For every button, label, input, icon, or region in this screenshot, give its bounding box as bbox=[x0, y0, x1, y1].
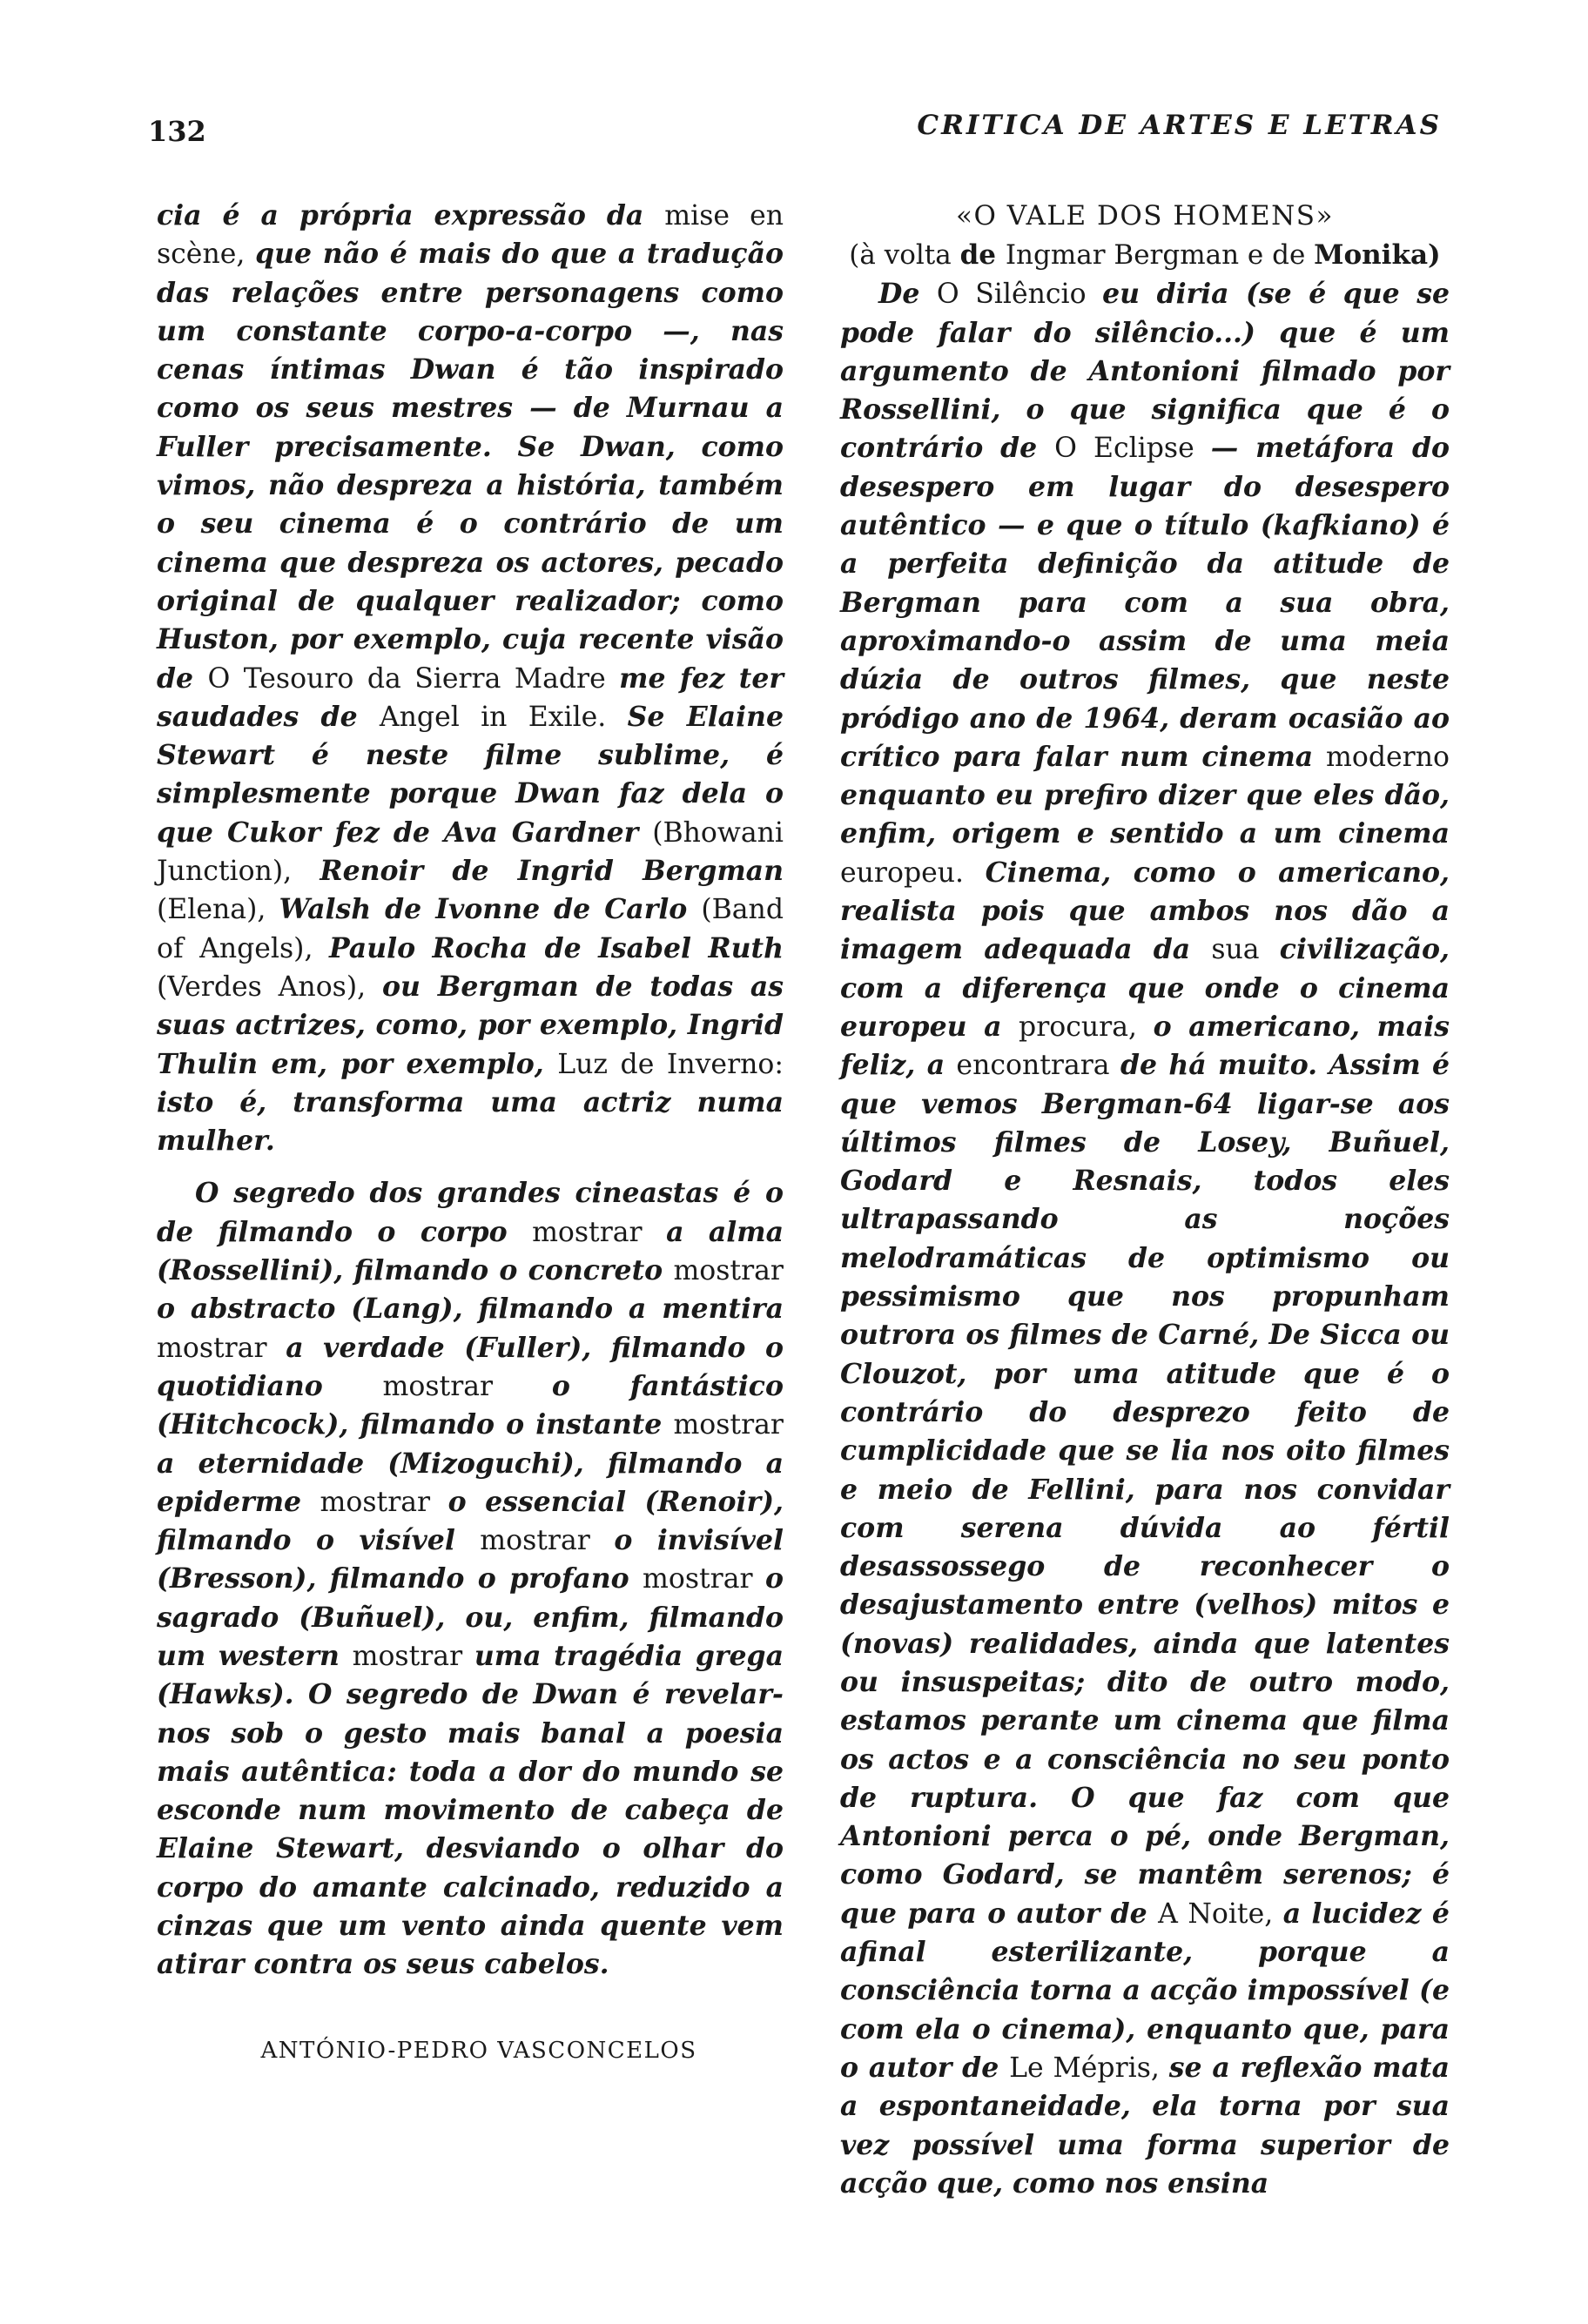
text-run: — metáfora do desespero em lugar do desespero autêntico — e que o título (kafkiano) é a perfeita definição da atitude de Bergman para com a sua obra, aproximando-o assim de uma meia dúzia de outros filmes, que neste pródigo ano de 1964, deram ocasião ao crítico para falar num cinema bbox=[840, 432, 1450, 773]
text-run: o fantástico (Hitchcock), filmando o instante bbox=[157, 1369, 784, 1441]
text-run: enquanto eu prefiro dizer que eles dão, enfim, origem e sentido a um cinema bbox=[840, 779, 1450, 850]
text-run: mostrar bbox=[352, 1640, 474, 1672]
text-run: a verdade (Fuller), filmando o quotidiano bbox=[157, 1331, 784, 1402]
text-run: o essencial (Renoir), filmando o visível bbox=[157, 1485, 784, 1557]
text-run: mostrar bbox=[157, 1332, 286, 1364]
text-run: mostrar bbox=[673, 1409, 784, 1441]
text-run: De bbox=[878, 278, 937, 311]
text-run: a lucidez é afinal esterilizante, porque a consciência torna a acção impossível (e com ela o cinema), enquanto que, para o autor de bbox=[840, 1897, 1450, 2084]
left-paragraph-2 bbox=[157, 1174, 784, 1984]
article-subtitle bbox=[840, 235, 1450, 275]
text-run: Le Mépris, bbox=[1009, 2052, 1169, 2084]
text-run: Paulo Rocha de Isabel Ruth bbox=[328, 931, 784, 964]
left-paragraph-1 bbox=[157, 197, 784, 1160]
text-run: Renoir de Ingrid Bergman bbox=[320, 855, 784, 888]
text-run: de bbox=[959, 239, 1006, 272]
text-run: O Tesouro da Sierra Madre bbox=[207, 662, 620, 695]
text-run: (Elena), bbox=[157, 894, 279, 926]
text-run: ou Bergman de todas as suas actrizes, como, por exemplo, Ingrid Thulin em, por exemplo, bbox=[157, 970, 784, 1080]
text-run: O Eclipse bbox=[1054, 433, 1211, 465]
text-run: europeu. bbox=[840, 856, 986, 889]
text-run: a alma (Rossellini), filmando o concreto bbox=[157, 1215, 784, 1287]
text-run: Cinema, como o americano, realista pois que ambos nos dão a imagem adequada da bbox=[840, 856, 1450, 966]
text-run: a eternidade (Mizoguchi), filmando a epiderme bbox=[157, 1447, 784, 1518]
text-run: mise en scène, bbox=[157, 200, 784, 271]
text-run: (Band of Angels), bbox=[157, 894, 784, 964]
text-run: se a reflexão mata a espontaneidade, ela torna por sua vez possível uma forma superior de acção que, como nos ensina bbox=[840, 2051, 1450, 2200]
article-author: ANTÓNIO-PEDRO VASCONCELOS bbox=[260, 2037, 697, 2064]
article-title: «O VALE DOS HOMENS» bbox=[956, 200, 1334, 232]
text-run: sua bbox=[1211, 934, 1280, 966]
text-run: O Silêncio bbox=[936, 279, 1103, 311]
text-run: (Bhowani Junction), bbox=[157, 816, 784, 888]
text-run: Ingmar Bergman e de bbox=[1005, 239, 1315, 272]
text-run: encontrara bbox=[956, 1050, 1120, 1082]
running-title: CRITICA DE ARTES E LETRAS bbox=[917, 110, 1442, 141]
text-run: Luz de Inverno: bbox=[557, 1048, 784, 1080]
text-run: o sagrado (Buñuel), ou, enfim, filmando um western bbox=[157, 1562, 784, 1672]
text-run: o abstracto (Lang), filmando a mentira bbox=[157, 1293, 784, 1326]
text-run: o invisível (Bresson), filmando o profano bbox=[157, 1524, 784, 1595]
text-run: mostrar bbox=[320, 1486, 448, 1518]
text-run: isto é, transforma uma actriz numa mulher. bbox=[157, 1085, 784, 1158]
text-run: Walsh de Ivonne de Carlo bbox=[279, 893, 702, 926]
text-run: cia é a própria expressão da bbox=[157, 199, 665, 232]
text-run: moderno bbox=[1326, 741, 1450, 773]
text-run: que não é mais do que a tradução das relações entre personagens como um constante corpo-a-corpo —, nas cenas íntimas Dwan é tão inspirado como os seus mestres — de Murnau a Fuller precisamente. Se Dwan, como vimos, não despreza a história, também o seu cinema é o contrário de um cinema que despreza os actores, pecado original de qualquer realizador; como Huston, por exemplo, cuja recente visão de bbox=[157, 238, 784, 695]
text-run: de há muito. Assim é que vemos Bergman-64 ligar-se aos últimos filmes de Losey, Buñuel, Godard e Resnais, todos eles ultrapassando as noções melodramáticas de optimismo ou pessimismo que nos propunham outrora os filmes de Carné, De Sicca ou Clouzot, por uma atitude que é o contrário do desprezo feito de cumplicidade que se lia nos oito filmes e meio de Fellini, para nos convidar com serena dúvida ao fértil desassossego de reconhecer o desajustamento entre (velhos) mitos e (novas) realidades, ainda que latentes ou insuspeitas; dito de outro modo, estamos perante um cinema que filma os actos e a consciência no seu ponto de ruptura. O que faz com que Antonioni perca o pé, onde Bergman, como Godard, se mantêm serenos; é que para o autor de bbox=[840, 1049, 1450, 1930]
text-run: mostrar bbox=[382, 1370, 552, 1402]
text-run: mostrar bbox=[480, 1525, 615, 1557]
text-run: o americano, mais feliz, a bbox=[840, 1010, 1450, 1082]
text-run: Monika) bbox=[1314, 239, 1441, 272]
text-run: (à volta bbox=[849, 239, 960, 272]
text-run: Angel in Exile. bbox=[379, 701, 628, 733]
text-run: me fez ter saudades de bbox=[157, 662, 784, 733]
text-run: procura, bbox=[1019, 1011, 1154, 1043]
text-run: mostrar bbox=[532, 1216, 667, 1248]
text-run: Se Elaine Stewart é neste filme sublime, é simplesmente porque Dwan faz dela o que Cukor fez de Ava Gardner bbox=[157, 700, 784, 849]
page-number: 132 bbox=[148, 115, 206, 148]
left-column bbox=[157, 197, 784, 2070]
text-run: civilização, com a diferença que onde o cinema europeu a bbox=[840, 933, 1450, 1043]
text-run: (Verdes Anos), bbox=[157, 971, 382, 1003]
text-run: mostrar bbox=[673, 1255, 784, 1287]
right-paragraph bbox=[840, 275, 1450, 2203]
text-run: O segredo dos grandes cineastas é o de filmando o corpo bbox=[157, 1177, 784, 1248]
text-run: uma tragédia grega (Hawks). O segredo de Dwan é revelar-nos sob o gesto mais banal a poesia mais autêntica: toda a dor do mundo se esconde num movimento de cabeça de Elaine Stewart, desviando o olhar do corpo do amante calcinado, reduzido a cinzas que um vento ainda quente vem atirar contra os seus cabelos. bbox=[157, 1639, 784, 1981]
text-run: eu diria (se é que se pode falar do silêncio...) que é um argumento de Antonioni filmado por Rossellini, o que significa que é o contrário de bbox=[840, 278, 1450, 465]
text-run: mostrar bbox=[642, 1563, 765, 1595]
right-column bbox=[840, 197, 1450, 2203]
text-run: A Noite, bbox=[1158, 1897, 1283, 1930]
